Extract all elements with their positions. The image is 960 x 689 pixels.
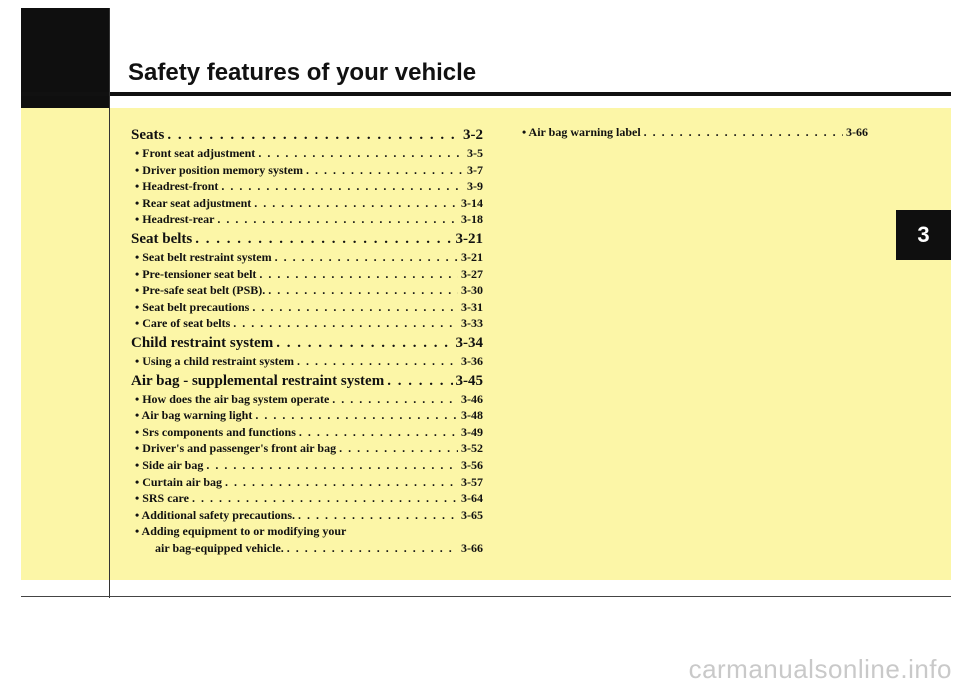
toc-entry-label: • Headrest-rear xyxy=(135,212,215,227)
toc-entry-link[interactable] xyxy=(131,162,483,179)
toc-page-number: 3-36 xyxy=(461,353,483,368)
toc-column-right xyxy=(518,124,868,141)
toc-page-number: 3-45 xyxy=(455,372,483,389)
toc-page-number: 3-48 xyxy=(461,408,483,423)
toc-entry-link[interactable] xyxy=(131,299,483,316)
toc-entry-label: air bag-equipped vehicle. xyxy=(155,540,284,555)
toc-page-number: 3-7 xyxy=(467,162,483,177)
toc-entry-link[interactable] xyxy=(131,195,483,212)
toc-page-number: 3-9 xyxy=(467,179,483,194)
toc-section-link[interactable] xyxy=(131,372,483,391)
toc-entry-link[interactable] xyxy=(131,474,483,491)
toc-entry-label: • Srs components and functions xyxy=(135,424,296,439)
toc-page-number: 3-56 xyxy=(461,457,483,472)
toc-dot-leader xyxy=(268,282,458,299)
toc-entry-label: Child restraint system xyxy=(131,334,274,351)
bottom-divider xyxy=(21,596,951,597)
toc-entry-label: • Air bag warning light xyxy=(135,408,253,423)
toc-entry-label: • Additional safety precautions. xyxy=(135,507,295,522)
toc-entry-label: Air bag - supplemental restraint system xyxy=(131,372,385,389)
toc-dot-leader xyxy=(192,490,458,507)
toc-page-number: 3-33 xyxy=(461,316,483,331)
page-title: Safety features of your vehicle xyxy=(128,59,477,86)
toc-entry-link[interactable] xyxy=(518,124,868,141)
toc-page-number: 3-34 xyxy=(455,334,483,351)
toc-entry-link[interactable] xyxy=(131,424,483,441)
toc-dot-leader xyxy=(225,474,458,491)
toc-entry-label: • Driver's and passenger's front air bag xyxy=(135,441,337,456)
toc-dot-leader xyxy=(644,124,843,141)
toc-dot-leader xyxy=(339,440,458,457)
toc-entry-link[interactable] xyxy=(131,440,483,457)
toc-dot-leader xyxy=(167,126,460,145)
toc-dot-leader xyxy=(258,145,464,162)
toc-dot-leader xyxy=(387,372,452,391)
toc-entry-label: • Headrest-front xyxy=(135,179,219,194)
toc-entry-label: • Pre-safe seat belt (PSB). xyxy=(135,283,266,298)
toc-dot-leader xyxy=(233,315,458,332)
toc-page-number: 3-14 xyxy=(461,195,483,210)
watermark: carmanualsonline.info xyxy=(688,654,952,684)
toc-entry-link[interactable] xyxy=(131,249,483,266)
toc-dot-leader xyxy=(195,230,452,249)
toc-page-number: 3-30 xyxy=(461,283,483,298)
toc-dot-leader xyxy=(275,249,458,266)
toc-page-number: 3-66 xyxy=(461,540,483,555)
margin-divider xyxy=(109,8,110,598)
toc-dot-leader xyxy=(298,507,458,524)
toc-entry-link[interactable] xyxy=(131,145,483,162)
toc-entry-label: • Using a child restraint system xyxy=(135,353,294,368)
toc-entry-label: • Seat belt precautions xyxy=(135,299,250,314)
toc-entry-label: • Side air bag xyxy=(135,457,204,472)
toc-entry-label: • SRS care xyxy=(135,491,189,506)
toc-entry-label: • How does the air bag system operate xyxy=(135,391,330,406)
toc-entry-link[interactable] xyxy=(131,282,483,299)
toc-page-number: 3-31 xyxy=(461,299,483,314)
toc-entry-label: • Care of seat belts xyxy=(135,316,231,331)
toc-entry-link[interactable] xyxy=(131,178,483,195)
toc-entry-link[interactable] xyxy=(131,211,483,228)
toc-dot-leader xyxy=(299,424,458,441)
toc-entry-link[interactable] xyxy=(131,523,483,540)
toc-section-link[interactable] xyxy=(131,230,483,249)
toc-entry-link[interactable] xyxy=(131,540,483,557)
toc-entry-label: • Curtain air bag xyxy=(135,474,222,489)
toc-entry-link[interactable] xyxy=(131,490,483,507)
toc-dot-leader xyxy=(297,353,458,370)
toc-section-link[interactable] xyxy=(131,334,483,353)
toc-entry-label: • Driver position memory system xyxy=(135,162,303,177)
toc-dot-leader xyxy=(255,407,458,424)
toc-page-number: 3-27 xyxy=(461,266,483,281)
toc-dot-leader xyxy=(332,391,458,408)
toc-entry-link[interactable] xyxy=(131,457,483,474)
toc-dot-leader xyxy=(221,178,464,195)
toc-entry-link[interactable] xyxy=(131,507,483,524)
toc-entry-label: • Rear seat adjustment xyxy=(135,195,252,210)
toc-dot-leader xyxy=(306,162,464,179)
toc-entry-link[interactable] xyxy=(131,266,483,283)
toc-entry-label: • Adding equipment to or modifying your xyxy=(135,524,347,539)
toc-dot-leader xyxy=(287,540,458,557)
toc-entry-label: Seats xyxy=(131,127,165,143)
toc-entry-label: • Air bag warning label xyxy=(522,125,641,139)
title-underline xyxy=(21,92,951,96)
toc-entry-link[interactable] xyxy=(131,353,483,370)
toc-entry-label: • Front seat adjustment xyxy=(135,146,256,160)
toc-page-number: 3-65 xyxy=(461,507,483,522)
toc-page-number: 3-49 xyxy=(461,424,483,439)
toc-dot-leader xyxy=(206,457,458,474)
chapter-number: 3 xyxy=(917,222,930,247)
toc-page-number: 3-5 xyxy=(467,146,483,160)
toc-entry-label: Seat belts xyxy=(131,230,193,247)
toc-page-number: 3-57 xyxy=(461,474,483,489)
chapter-tab[interactable] xyxy=(896,210,951,260)
toc-page-number: 3-64 xyxy=(461,491,483,506)
toc-page-number: 3-2 xyxy=(463,127,483,143)
toc-page-number: 3-66 xyxy=(846,125,868,139)
toc-entry-link[interactable] xyxy=(131,315,483,332)
toc-page-number: 3-52 xyxy=(461,441,483,456)
toc-entry-label: • Seat belt restraint system xyxy=(135,249,272,264)
toc-page-number: 3-18 xyxy=(461,212,483,227)
toc-entry-link[interactable] xyxy=(131,391,483,408)
toc-section-link[interactable] xyxy=(131,126,483,145)
toc-page-number: 3-21 xyxy=(461,249,483,264)
toc-dot-leader xyxy=(254,195,458,212)
toc-entry-link[interactable] xyxy=(131,407,483,424)
toc-column-left xyxy=(131,124,483,556)
toc-page-number: 3-46 xyxy=(461,391,483,406)
toc-entry-label: • Pre-tensioner seat belt xyxy=(135,266,257,281)
toc-page-number: 3-21 xyxy=(455,230,483,247)
toc-dot-leader xyxy=(276,334,452,353)
toc-dot-leader xyxy=(252,299,458,316)
toc-dot-leader xyxy=(217,211,458,228)
toc-dot-leader xyxy=(259,266,458,283)
